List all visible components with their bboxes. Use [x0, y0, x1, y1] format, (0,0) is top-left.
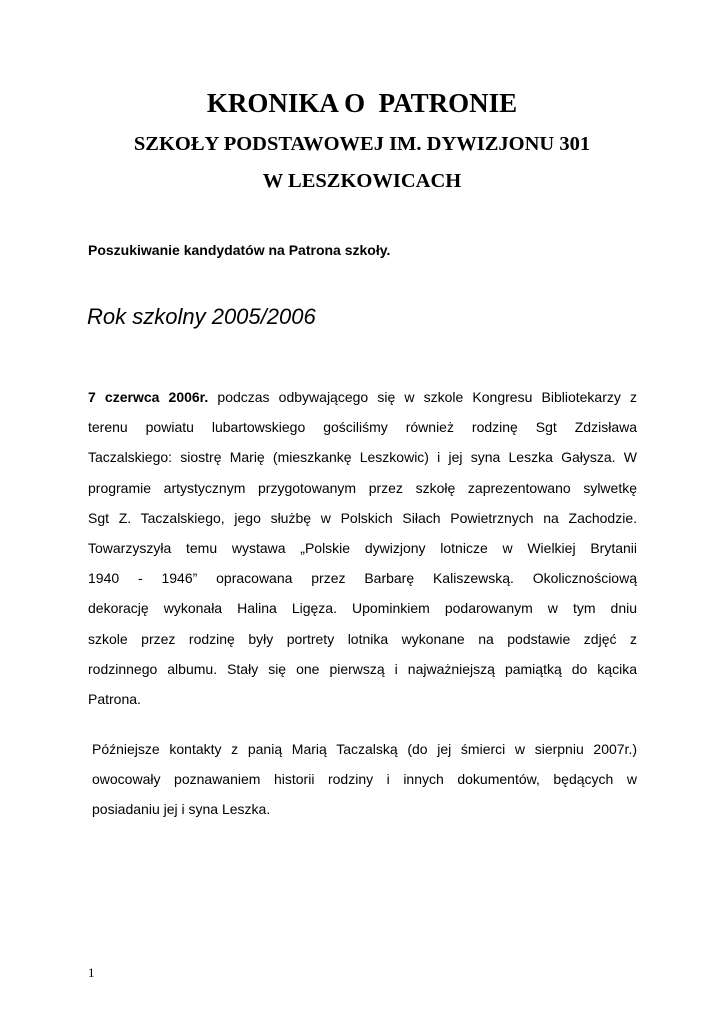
page-number: 1 [88, 965, 95, 980]
section-heading: Poszukiwanie kandydatów na Patrona szkoły. [88, 242, 391, 258]
paragraph-later-contacts [88, 734, 637, 825]
document-title: KRONIKA O PATRONIE [206, 88, 518, 118]
paragraph-line: Późniejsze kontakty z panią Marią Taczalską (do jej śmierci w sierpniu 2007r.) [92, 741, 637, 757]
paragraph-line-text: podczas odbywającego się w szkole Kongresu Bibliotekarzy z [208, 389, 637, 405]
paragraph-line: terenu powiatu lubartowskiego gościliśmy również rodzinę Sgt Zdzisława [88, 419, 637, 436]
paragraph-line: owocowały poznawaniem historii rodziny i innych dokumentów, będących w [92, 771, 637, 788]
paragraph-line: szkole przez rodzinę były portrety lotnika wykonane na podstawie zdjęć z [88, 630, 637, 647]
paragraph-congress [88, 382, 637, 714]
paragraph-line: rodzinnego albumu. Stały się one pierwszą i najważniejszą pamiątką do kącika [88, 660, 637, 677]
paragraph-line [88, 382, 637, 412]
paragraph-line: Patrona. [88, 691, 141, 708]
paragraph-line: Sgt Z. Taczalskiego, jego służbę w Polskich Siłach Powietrznych na Zachodzie. [88, 509, 637, 526]
date-lead: 7 czerwca 2006r. [88, 389, 209, 405]
paragraph-line: programie artystycznym przygotowanym przez szkołę zaprezentowano sylwetkę [88, 479, 637, 496]
paragraph-line: 1940 - 1946” opracowana przez Barbarę Kaliszewską. Okolicznościową [88, 570, 637, 587]
school-year-heading: Rok szkolny 2005/2006 [87, 304, 316, 329]
document-subtitle-school: SZKOŁY PODSTAWOWEJ IM. DYWIZJONU 301 [133, 133, 591, 155]
paragraph-line: dekorację wykonała Halina Ligęza. Upominkiem podarowanym w tym dniu [88, 600, 637, 617]
paragraph-line: Towarzyszyła temu wystawa „Polskie dywizjony lotnicze w Wielkiej Brytanii [88, 540, 637, 557]
paragraph-line: Taczalskiego: siostrę Marię (mieszkankę Leszkowic) i jej syna Leszka Gałysza. W [88, 449, 637, 466]
document-subtitle-location: W LESZKOWICACH [262, 170, 462, 192]
paragraph-line: posiadaniu jej i syna Leszka. [92, 801, 271, 818]
